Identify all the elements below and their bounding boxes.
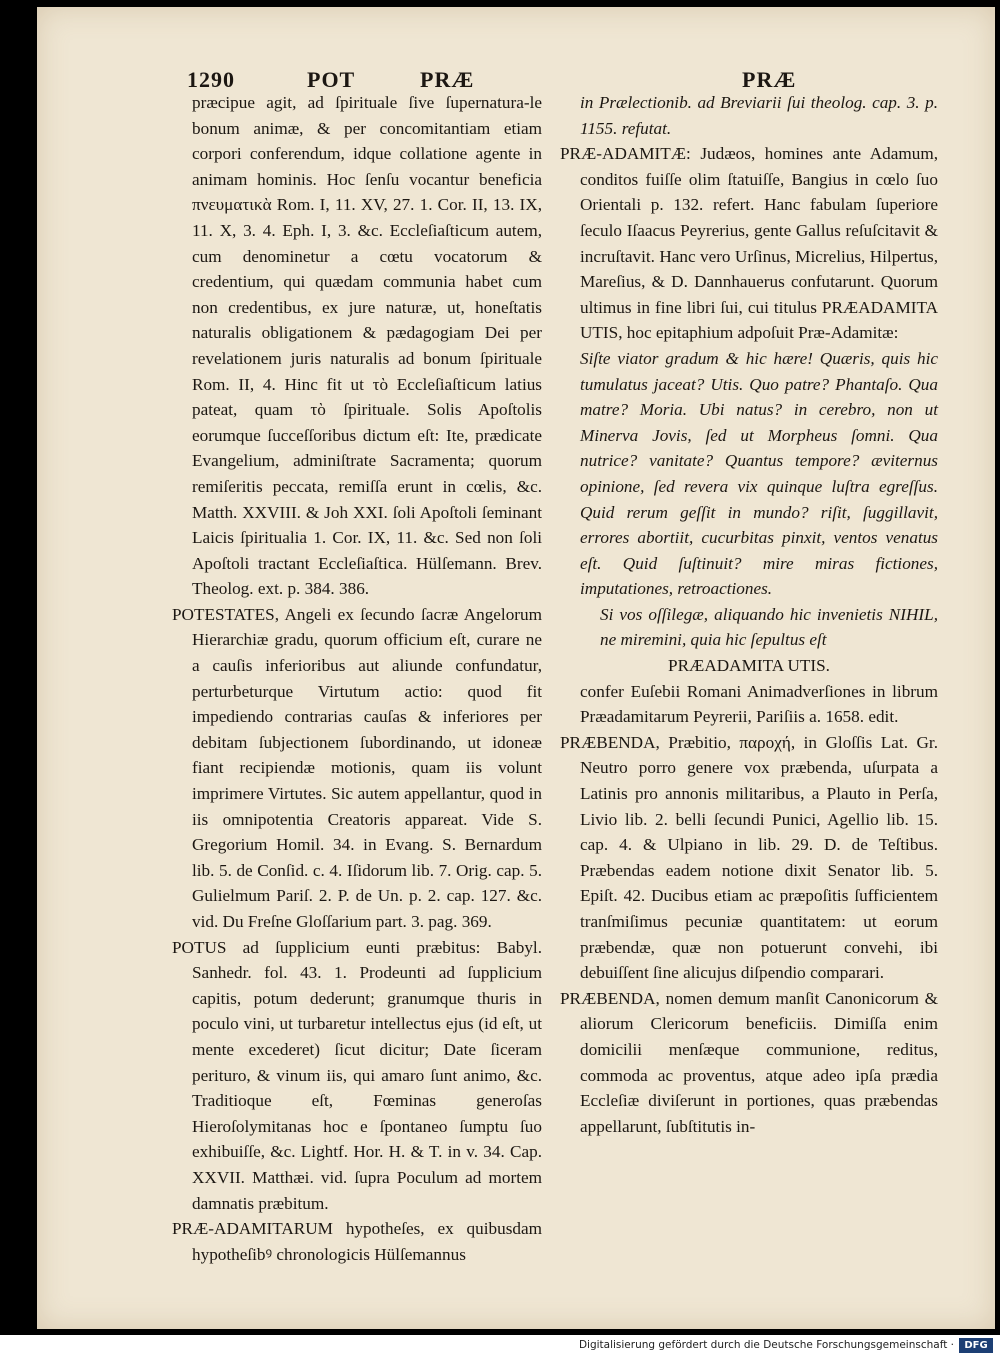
- right-column: [560, 90, 938, 1139]
- dfg-logo: DFG: [959, 1338, 993, 1353]
- page-number: 1290: [187, 67, 235, 92]
- digitization-footer: [0, 1335, 1000, 1358]
- entry-prae-adamitarum: PRÆ-ADAMITARUM hypotheſes, ex quibusdam hypotheſibꝰ chronologicis Hülſemannus: [172, 1219, 542, 1264]
- epitaph-end: Si vos oſſilegæ, aliquando hic invenietis NIHIL, ne miremini, quia hic ſepultus eſt: [600, 604, 938, 650]
- entry-praebenda-2: PRÆBENDA, nomen demum manſit Canonicorum & aliorum Clericorum beneficiis. Dimiſſa enim domicilii menſæque communione, reditus, commoda ac proventus, atque adeo ipſa prædia Eccleſiæ diviſerunt in portiones, quas præbendas appellarunt, ſubſtitutis in-: [560, 988, 938, 1136]
- entry-prae-adamitae: PRÆ-ADAMITÆ: Judæos, homines ante Adamum, conditos fuiſſe olim ſtatuiſſe, Bangius in cœlo ſuo Orientali p. 132. refert. Hanc fabulam ſuperiore ſeculo Iſaacus Peyrerius, gente Gallus reſuſcitavit & incruſtavit. Hanc vero Urſinus, Micrelius, Hilpertus, Mareſius, & D. Dannhauerus confutarunt. Quorum ultimus in fine libri ſui, cui titulus PRÆADAMITA UTIS, hoc epitaphium adpoſuit Præ-Adamitæ:: [560, 144, 938, 343]
- catchword-right: PRÆ: [742, 67, 797, 92]
- epitaph-signature: PRÆADAMITA UTIS.: [668, 656, 830, 676]
- catchword-left-1: POT: [307, 67, 356, 92]
- entry-praebenda-1: PRÆBENDA, Præbitio, παροχή, in Gloſſis Lat. Gr. Neutro porro genere vox præbenda, uſurpata a Latinis pro annonis militaribus, a Plauto in Perſa, Livio lib. 2. belli ſecundi Punici, Agellio lib. 15. cap. 4. & Ulpiano in lib. 29. D. de Teſtibus. Præbendas eadem notione dixit Senator lib. 5. Epiſt. 42. Ducibus etiam ac præpoſitis ſufficientem tranſmiſimus pecuniæ quantitatem: ut eorum præbendæ, quæ non potuerunt convehi, ibi debuiſſent ſine alicujus diſpendio comparari.: [560, 732, 938, 983]
- footer-credit: Digitalisierung gefördert durch die Deutsche Forschungsgemeinschaft ·: [578, 1339, 954, 1351]
- confer-note: confer Euſebii Romani Animadverſiones in librum Præadamitarum Peyrerii, Pariſiis a. 1658. edit.: [580, 681, 938, 727]
- entry-potestates: POTESTATES, Angeli ex ſecundo ſacræ Angelorum Hierarchiæ gradu, quorum officium eſt, curare ne a cauſis inferioribus aut aliunde confundatur, perturbeturque Virtutum actio: quod fit impediendo contrarias cauſas & inferiores per debitam ſubjectionem ſubordinando, ut idoneæ fiant recipiendæ motionis, quam iis volunt imprimere Virtutes. Sic autem appellantur, quod in iis omnipotentia Creatoris appareat. Vide S. Gregorium Homil. 34. in Evang. S. Bernardum lib. 5. de Conſid. c. 4. Iſidorum lib. 7. Orig. cap. 5. Gulielmum Pariſ. 2. P. de Un. p. 2. cap. 127. &c. vid. Du Freſne Gloſſarium part. 3. pag. 369.: [172, 604, 542, 931]
- catchword-left-2: PRÆ: [420, 67, 475, 92]
- continuation-text: in Prælectionib. ad Breviarii ſui theolog. cap. 3. p. 1155. refutat.: [580, 93, 938, 138]
- left-column: [172, 90, 542, 1267]
- entry-potus: POTUS ad ſupplicium eunti præbitus: Babyl. Sanhedr. fol. 43. 1. Prodeunti ad ſupplicium capitis, potum dederunt; granumque thuris in poculo vini, ut turbaretur intellectus ejus (id eſt, ut mente excederet) ſicut dicitur; Date ſiceram perituro, & vinum iis, qui amaro ſunt animo, &c. Traditioque eſt, Fœminas generoſas Hieroſolymitanas hoc e ſpontaneo ſumptu ſuo exhibuiſſe, &c. Lightf. Hor. H. & T. in v. 34. Cap. XXVII. Matthæi. vid. ſupra Poculum ad mortem damnatis præbitum.: [172, 937, 542, 1213]
- epitaph-text: Siſte viator gradum & hic hære! Quæris, quis hic tumulatus jaceat? Utis. Quo patre? Phantaſo. Qua matre? Moria. Ubi natus? in cerebro, non ut Minerva Jovis, ſed ut Morpheus ſomni. Qua nutrice? vanitate? Quantus tempore? æviternus opinione, ſed revera vix quinque luſtra egreſſus. Quid rerum geſſit in mundo? riſit, ſuggillavit, errores abortiit, cucurbitas pinxit, ventos venatus eſt. Quid ſuſtinuit? mire miras fictiones, imputationes, retroactiones.: [580, 348, 938, 599]
- paragraph-spirituale: præcipue agit, ad ſpirituale ſive ſupernatura-le bonum animæ, & per concomitantiam etiam corpori conferendum, idque collatione agente in animam hominis. Hoc ſenſu vocantur beneficia πνευματικὰ Rom. I, 11. XV, 27. 1. Cor. II, 13. IX, 11. X, 3. 4. Eph. I, 3. &c. Eccleſiaſticum autem, cum denominetur a cœtu vocatorum & credentium, qui quædam communia habet cum non credentibus, ex jure naturæ, ut, honeſtatis naturalis obligationem & pædagogiam Dei per revelationem juris naturalis ad bonum ſpirituale Rom. II, 4. Hinc fit ut τὸ Eccleſiaſticum latius pateat, quam τὸ ſpirituale. Solis Apoſtolis eorumque ſucceſſoribus dictum eſt: Ite, prædicate Evangelium, adminiſtrate Sacramenta; quorum remiſeritis peccata, remiſſa erunt in cœlis, &c. Matth. XXVIII. & Joh XXI. ſoli Apoſtoli ſeminant Laicis ſpiritualia 1. Cor. IX, 11. &c. Sed non ſoli Apoſtoli tractant Eccleſiaſtica. Hülſemann. Brev. Theolog. ext. p. 384. 386.: [192, 93, 542, 599]
